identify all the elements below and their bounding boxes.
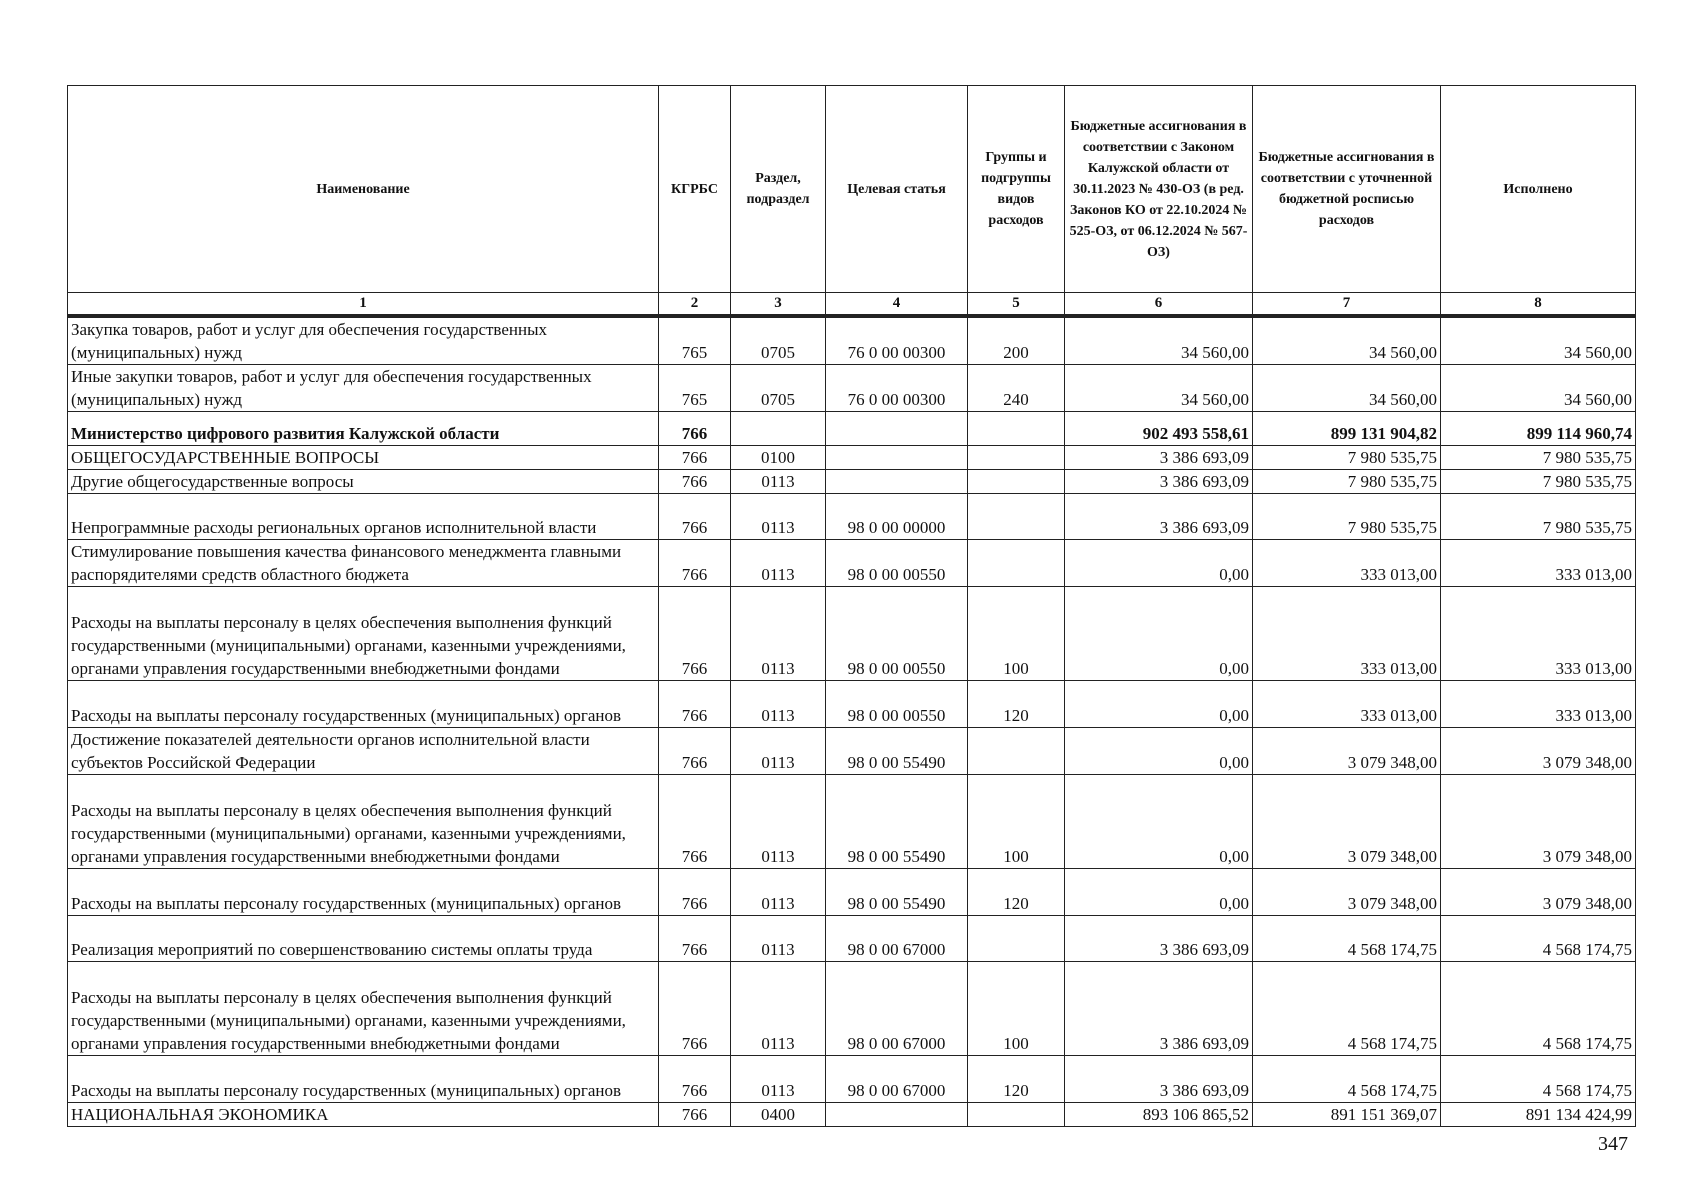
table-row (68, 727, 1636, 774)
row-refined-amount: 899 131 904,82 (1253, 411, 1441, 445)
row-refined-amount: 34 560,00 (1253, 364, 1441, 411)
row-kgrbs: 766 (659, 680, 731, 727)
row-name: Реализация мероприятий по совершенствованию системы оплаты труда (68, 915, 659, 961)
row-group (968, 1102, 1065, 1126)
row-target (826, 1102, 968, 1126)
row-group: 120 (968, 868, 1065, 915)
row-kgrbs: 766 (659, 961, 731, 1055)
header-section: Раздел, подраздел (731, 86, 826, 293)
header-refined-allocations: Бюджетные ассигнования в соответствии с уточненной бюджетной росписью расходов (1253, 86, 1441, 293)
column-number: 8 (1441, 293, 1636, 316)
row-executed-amount: 3 079 348,00 (1441, 727, 1636, 774)
row-section: 0113 (731, 727, 826, 774)
row-refined-amount: 7 980 535,75 (1253, 445, 1441, 469)
row-executed-amount: 333 013,00 (1441, 539, 1636, 586)
row-group: 100 (968, 961, 1065, 1055)
row-refined-amount: 34 560,00 (1253, 316, 1441, 365)
row-name: Министерство цифрового развития Калужской области (68, 411, 659, 445)
table-row (68, 868, 1636, 915)
row-section: 0705 (731, 364, 826, 411)
row-executed-amount: 891 134 424,99 (1441, 1102, 1636, 1126)
table-row (68, 1055, 1636, 1102)
column-number-row (68, 293, 1636, 316)
row-law-amount: 0,00 (1065, 774, 1253, 868)
row-target: 98 0 00 67000 (826, 961, 968, 1055)
column-number: 6 (1065, 293, 1253, 316)
row-kgrbs: 766 (659, 469, 731, 493)
row-law-amount: 0,00 (1065, 586, 1253, 680)
row-section: 0705 (731, 316, 826, 365)
row-target (826, 411, 968, 445)
row-group (968, 915, 1065, 961)
row-section: 0100 (731, 445, 826, 469)
row-refined-amount: 3 079 348,00 (1253, 868, 1441, 915)
row-name: ОБЩЕГОСУДАРСТВЕННЫЕ ВОПРОСЫ (68, 445, 659, 469)
row-section: 0113 (731, 1055, 826, 1102)
row-refined-amount: 3 079 348,00 (1253, 774, 1441, 868)
row-executed-amount: 4 568 174,75 (1441, 1055, 1636, 1102)
row-section (731, 411, 826, 445)
row-kgrbs: 766 (659, 727, 731, 774)
row-name: НАЦИОНАЛЬНАЯ ЭКОНОМИКА (68, 1102, 659, 1126)
row-section: 0400 (731, 1102, 826, 1126)
header-kgrbs: КГРБС (659, 86, 731, 293)
budget-table (67, 85, 1636, 1127)
row-executed-amount: 899 114 960,74 (1441, 411, 1636, 445)
row-refined-amount: 4 568 174,75 (1253, 961, 1441, 1055)
row-law-amount: 0,00 (1065, 868, 1253, 915)
row-group (968, 469, 1065, 493)
row-kgrbs: 765 (659, 364, 731, 411)
table-row (68, 469, 1636, 493)
row-refined-amount: 891 151 369,07 (1253, 1102, 1441, 1126)
row-name: Достижение показателей деятельности органов исполнительной власти субъектов Российской Федерации (68, 727, 659, 774)
row-section: 0113 (731, 493, 826, 539)
row-law-amount: 3 386 693,09 (1065, 1055, 1253, 1102)
row-refined-amount: 7 980 535,75 (1253, 493, 1441, 539)
table-row (68, 1102, 1636, 1126)
row-kgrbs: 766 (659, 493, 731, 539)
row-executed-amount: 333 013,00 (1441, 680, 1636, 727)
row-kgrbs: 766 (659, 445, 731, 469)
table-row (68, 364, 1636, 411)
row-law-amount: 893 106 865,52 (1065, 1102, 1253, 1126)
column-number: 3 (731, 293, 826, 316)
row-target: 98 0 00 55490 (826, 868, 968, 915)
row-kgrbs: 766 (659, 1102, 731, 1126)
row-name: Расходы на выплаты персоналу в целях обеспечения выполнения функций государственными (муниципальными) органами, казенными учреждениями, органами управления государственными внебюджетными фондами (68, 586, 659, 680)
row-executed-amount: 34 560,00 (1441, 316, 1636, 365)
column-number: 7 (1253, 293, 1441, 316)
row-law-amount: 3 386 693,09 (1065, 961, 1253, 1055)
row-group (968, 445, 1065, 469)
row-executed-amount: 333 013,00 (1441, 586, 1636, 680)
row-section: 0113 (731, 586, 826, 680)
header-name: Наименование (68, 86, 659, 293)
row-kgrbs: 766 (659, 774, 731, 868)
row-group (968, 411, 1065, 445)
header-law-allocations: Бюджетные ассигнования в соответствии с Законом Калужской области от 30.11.2023 № 430-ОЗ (в ред. Законов КО от 22.10.2024 № 525-ОЗ, от 06.12.2024 № 567-ОЗ) (1065, 86, 1253, 293)
row-name: Другие общегосударственные вопросы (68, 469, 659, 493)
table-row (68, 915, 1636, 961)
table-row (68, 493, 1636, 539)
row-target (826, 469, 968, 493)
row-law-amount: 34 560,00 (1065, 316, 1253, 365)
row-target: 98 0 00 00550 (826, 586, 968, 680)
table-row (68, 316, 1636, 365)
row-name: Расходы на выплаты персоналу государственных (муниципальных) органов (68, 680, 659, 727)
row-group: 200 (968, 316, 1065, 365)
row-kgrbs: 766 (659, 539, 731, 586)
row-name: Стимулирование повышения качества финансового менеджмента главными распорядителями средств областного бюджета (68, 539, 659, 586)
row-target: 98 0 00 00550 (826, 539, 968, 586)
row-target: 98 0 00 67000 (826, 915, 968, 961)
table-row (68, 774, 1636, 868)
row-executed-amount: 4 568 174,75 (1441, 961, 1636, 1055)
row-name: Расходы на выплаты персоналу в целях обеспечения выполнения функций государственными (муниципальными) органами, казенными учреждениями, органами управления государственными внебюджетными фондами (68, 961, 659, 1055)
row-executed-amount: 4 568 174,75 (1441, 915, 1636, 961)
header-target: Целевая статья (826, 86, 968, 293)
row-executed-amount: 34 560,00 (1441, 364, 1636, 411)
row-law-amount: 3 386 693,09 (1065, 915, 1253, 961)
row-target: 98 0 00 55490 (826, 727, 968, 774)
row-executed-amount: 3 079 348,00 (1441, 868, 1636, 915)
row-name: Расходы на выплаты персоналу в целях обеспечения выполнения функций государственными (муниципальными) органами, казенными учреждениями, органами управления государственными внебюджетными фондами (68, 774, 659, 868)
column-number: 5 (968, 293, 1065, 316)
row-target: 98 0 00 00000 (826, 493, 968, 539)
table-row (68, 961, 1636, 1055)
row-refined-amount: 3 079 348,00 (1253, 727, 1441, 774)
row-refined-amount: 7 980 535,75 (1253, 469, 1441, 493)
row-target: 76 0 00 00300 (826, 364, 968, 411)
row-refined-amount: 333 013,00 (1253, 586, 1441, 680)
row-section: 0113 (731, 868, 826, 915)
row-target (826, 445, 968, 469)
row-target: 98 0 00 00550 (826, 680, 968, 727)
table-row (68, 539, 1636, 586)
row-executed-amount: 3 079 348,00 (1441, 774, 1636, 868)
table-row (68, 680, 1636, 727)
row-law-amount: 3 386 693,09 (1065, 469, 1253, 493)
row-target: 98 0 00 55490 (826, 774, 968, 868)
row-group (968, 727, 1065, 774)
row-target: 76 0 00 00300 (826, 316, 968, 365)
row-refined-amount: 4 568 174,75 (1253, 1055, 1441, 1102)
row-refined-amount: 333 013,00 (1253, 539, 1441, 586)
row-section: 0113 (731, 774, 826, 868)
row-kgrbs: 766 (659, 586, 731, 680)
row-kgrbs: 766 (659, 915, 731, 961)
row-group: 120 (968, 680, 1065, 727)
row-section: 0113 (731, 539, 826, 586)
row-kgrbs: 766 (659, 868, 731, 915)
table-row (68, 445, 1636, 469)
header-row (68, 86, 1636, 293)
row-executed-amount: 7 980 535,75 (1441, 469, 1636, 493)
row-kgrbs: 766 (659, 411, 731, 445)
row-law-amount: 0,00 (1065, 727, 1253, 774)
row-refined-amount: 4 568 174,75 (1253, 915, 1441, 961)
column-number: 2 (659, 293, 731, 316)
row-name: Иные закупки товаров, работ и услуг для обеспечения государственных (муниципальных) нужд (68, 364, 659, 411)
row-target: 98 0 00 67000 (826, 1055, 968, 1102)
row-kgrbs: 765 (659, 316, 731, 365)
table-row (68, 586, 1636, 680)
column-number: 1 (68, 293, 659, 316)
row-group: 100 (968, 586, 1065, 680)
row-name: Непрограммные расходы региональных органов исполнительной власти (68, 493, 659, 539)
row-group: 120 (968, 1055, 1065, 1102)
row-executed-amount: 7 980 535,75 (1441, 493, 1636, 539)
row-kgrbs: 766 (659, 1055, 731, 1102)
row-name: Закупка товаров, работ и услуг для обеспечения государственных (муниципальных) нужд (68, 316, 659, 365)
row-section: 0113 (731, 680, 826, 727)
row-law-amount: 3 386 693,09 (1065, 445, 1253, 469)
row-refined-amount: 333 013,00 (1253, 680, 1441, 727)
table-row (68, 411, 1636, 445)
header-groups: Группы и подгруппы видов расходов (968, 86, 1065, 293)
row-section: 0113 (731, 915, 826, 961)
row-law-amount: 0,00 (1065, 539, 1253, 586)
page-number: 347 (1598, 1133, 1628, 1155)
row-executed-amount: 7 980 535,75 (1441, 445, 1636, 469)
row-group: 240 (968, 364, 1065, 411)
header-executed: Исполнено (1441, 86, 1636, 293)
row-law-amount: 34 560,00 (1065, 364, 1253, 411)
row-section: 0113 (731, 469, 826, 493)
row-name: Расходы на выплаты персоналу государственных (муниципальных) органов (68, 1055, 659, 1102)
row-group: 100 (968, 774, 1065, 868)
row-law-amount: 0,00 (1065, 680, 1253, 727)
row-group (968, 539, 1065, 586)
row-law-amount: 902 493 558,61 (1065, 411, 1253, 445)
row-section: 0113 (731, 961, 826, 1055)
column-number: 4 (826, 293, 968, 316)
row-law-amount: 3 386 693,09 (1065, 493, 1253, 539)
row-group (968, 493, 1065, 539)
row-name: Расходы на выплаты персоналу государственных (муниципальных) органов (68, 868, 659, 915)
